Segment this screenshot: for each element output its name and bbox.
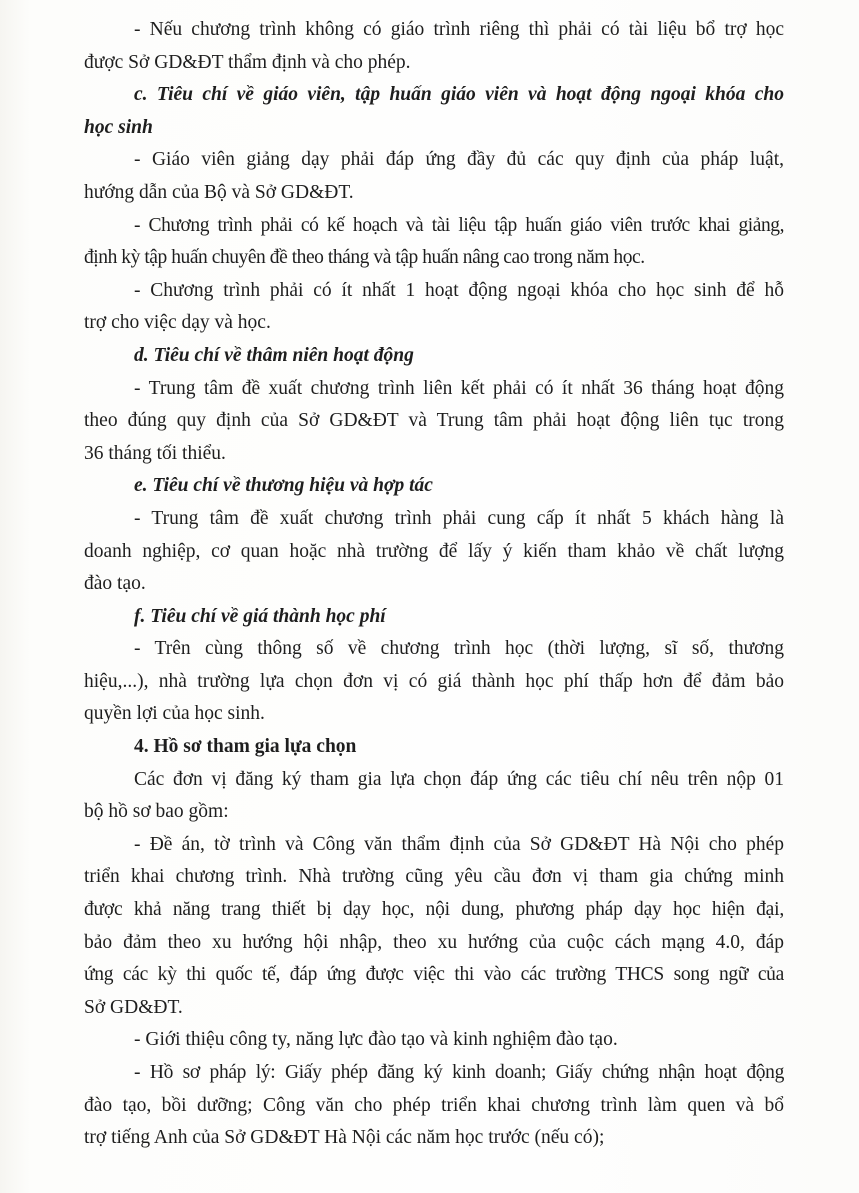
text-line: Sở GD&ĐT. [84, 996, 183, 1018]
bullet-paragraph [84, 14, 784, 79]
bullet-paragraph [84, 210, 784, 275]
text-line: trợ tiếng Anh của Sở GD&ĐT Hà Nội các năm học trước (nếu có); [84, 1127, 605, 1149]
text-line: ứng các kỳ thi quốc tế, đáp ứng được việc thi vào các trường THCS song ngữ của [84, 964, 784, 986]
text-line: Các đơn vị đăng ký tham gia lựa chọn đáp ứng các tiêu chí nêu trên nộp 01 [134, 768, 784, 790]
text-line: - Chương trình phải có kế hoạch và tài liệu tập huấn giáo viên trước khai giảng, [134, 214, 784, 236]
heading-line: d. Tiêu chí về thâm niên hoạt động [134, 344, 414, 366]
bullet-paragraph [84, 503, 784, 601]
text-line: triển khai chương trình. Nhà trường cũng yêu cầu đơn vị tham gia chứng minh [84, 866, 784, 888]
heading-line: học sinh [84, 116, 153, 138]
text-line: bảo đảm theo xu hướng hội nhập, theo xu hướng của cuộc cách mạng 4.0, đáp [84, 931, 784, 953]
bullet-paragraph [84, 373, 784, 471]
criteria-heading-f [84, 601, 784, 634]
bullet-paragraph [84, 144, 784, 209]
criteria-heading-c [84, 79, 784, 144]
bullet-paragraph [84, 275, 784, 340]
text-line: bộ hồ sơ bao gồm: [84, 801, 229, 823]
heading-line: 4. Hồ sơ tham gia lựa chọn [134, 736, 357, 758]
document-body [84, 14, 784, 1155]
bullet-paragraph [84, 633, 784, 731]
heading-line: f. Tiêu chí về giá thành học phí [134, 605, 386, 627]
text-line: trợ cho việc dạy và học. [84, 312, 271, 334]
text-line: theo đúng quy định của Sở GD&ĐT và Trung tâm phải hoạt động liên tục trong [84, 410, 784, 432]
criteria-heading-e [84, 470, 784, 503]
text-line: doanh nghiệp, cơ quan hoặc nhà trường để lấy ý kiến tham khảo về chất lượng [84, 540, 784, 562]
intro-paragraph [84, 764, 784, 829]
text-line: - Giáo viên giảng dạy phải đáp ứng đầy đủ các quy định của pháp luật, [134, 149, 784, 171]
text-line: - Trên cùng thông số về chương trình học (thời lượng, sĩ số, thương [134, 638, 784, 660]
text-line: đào tạo, bồi dưỡng; Công văn cho phép triển khai chương trình làm quen và bổ [84, 1094, 784, 1116]
text-line: - Chương trình phải có ít nhất 1 hoạt động ngoại khóa cho học sinh để hỗ [134, 279, 784, 301]
section-heading-4 [84, 731, 784, 764]
bullet-paragraph [84, 1024, 784, 1057]
text-line: quyền lợi của học sinh. [84, 703, 265, 725]
criteria-heading-d [84, 340, 784, 373]
text-line: - Giới thiệu công ty, năng lực đào tạo và kinh nghiệm đào tạo. [134, 1029, 618, 1051]
text-line: được Sở GD&ĐT thẩm định và cho phép. [84, 51, 411, 73]
text-line: hướng dẫn của Bộ và Sở GD&ĐT. [84, 181, 354, 203]
text-line: - Trung tâm đề xuất chương trình phải cung cấp ít nhất 5 khách hàng là [134, 507, 784, 529]
text-line: 36 tháng tối thiểu. [84, 442, 226, 464]
heading-line: e. Tiêu chí về thương hiệu và hợp tác [134, 475, 433, 497]
text-line: định kỳ tập huấn chuyên đề theo tháng và tập huấn nâng cao trong năm học. [84, 247, 645, 269]
text-line: - Nếu chương trình không có giáo trình riêng thì phải có tài liệu bổ trợ học [134, 19, 784, 40]
text-line: - Hồ sơ pháp lý: Giấy phép đăng ký kinh doanh; Giấy chứng nhận hoạt động [134, 1062, 784, 1083]
text-line: đào tạo. [84, 573, 146, 595]
bullet-paragraph [84, 1057, 784, 1155]
text-line: - Đề án, tờ trình và Công văn thẩm định của Sở GD&ĐT Hà Nội cho phép [134, 833, 784, 855]
heading-line: c. Tiêu chí về giáo viên, tập huấn giáo viên và hoạt động ngoại khóa cho [134, 84, 784, 106]
text-line: - Trung tâm đề xuất chương trình liên kết phải có ít nhất 36 tháng hoạt động [134, 377, 784, 399]
text-line: được khả năng trang thiết bị dạy học, nội dung, phương pháp dạy học hiện đại, [84, 899, 784, 921]
bullet-paragraph [84, 829, 784, 1025]
text-line: hiệu,...), nhà trường lựa chọn đơn vị có giá thành học phí thấp hơn để đảm bảo [84, 670, 784, 692]
